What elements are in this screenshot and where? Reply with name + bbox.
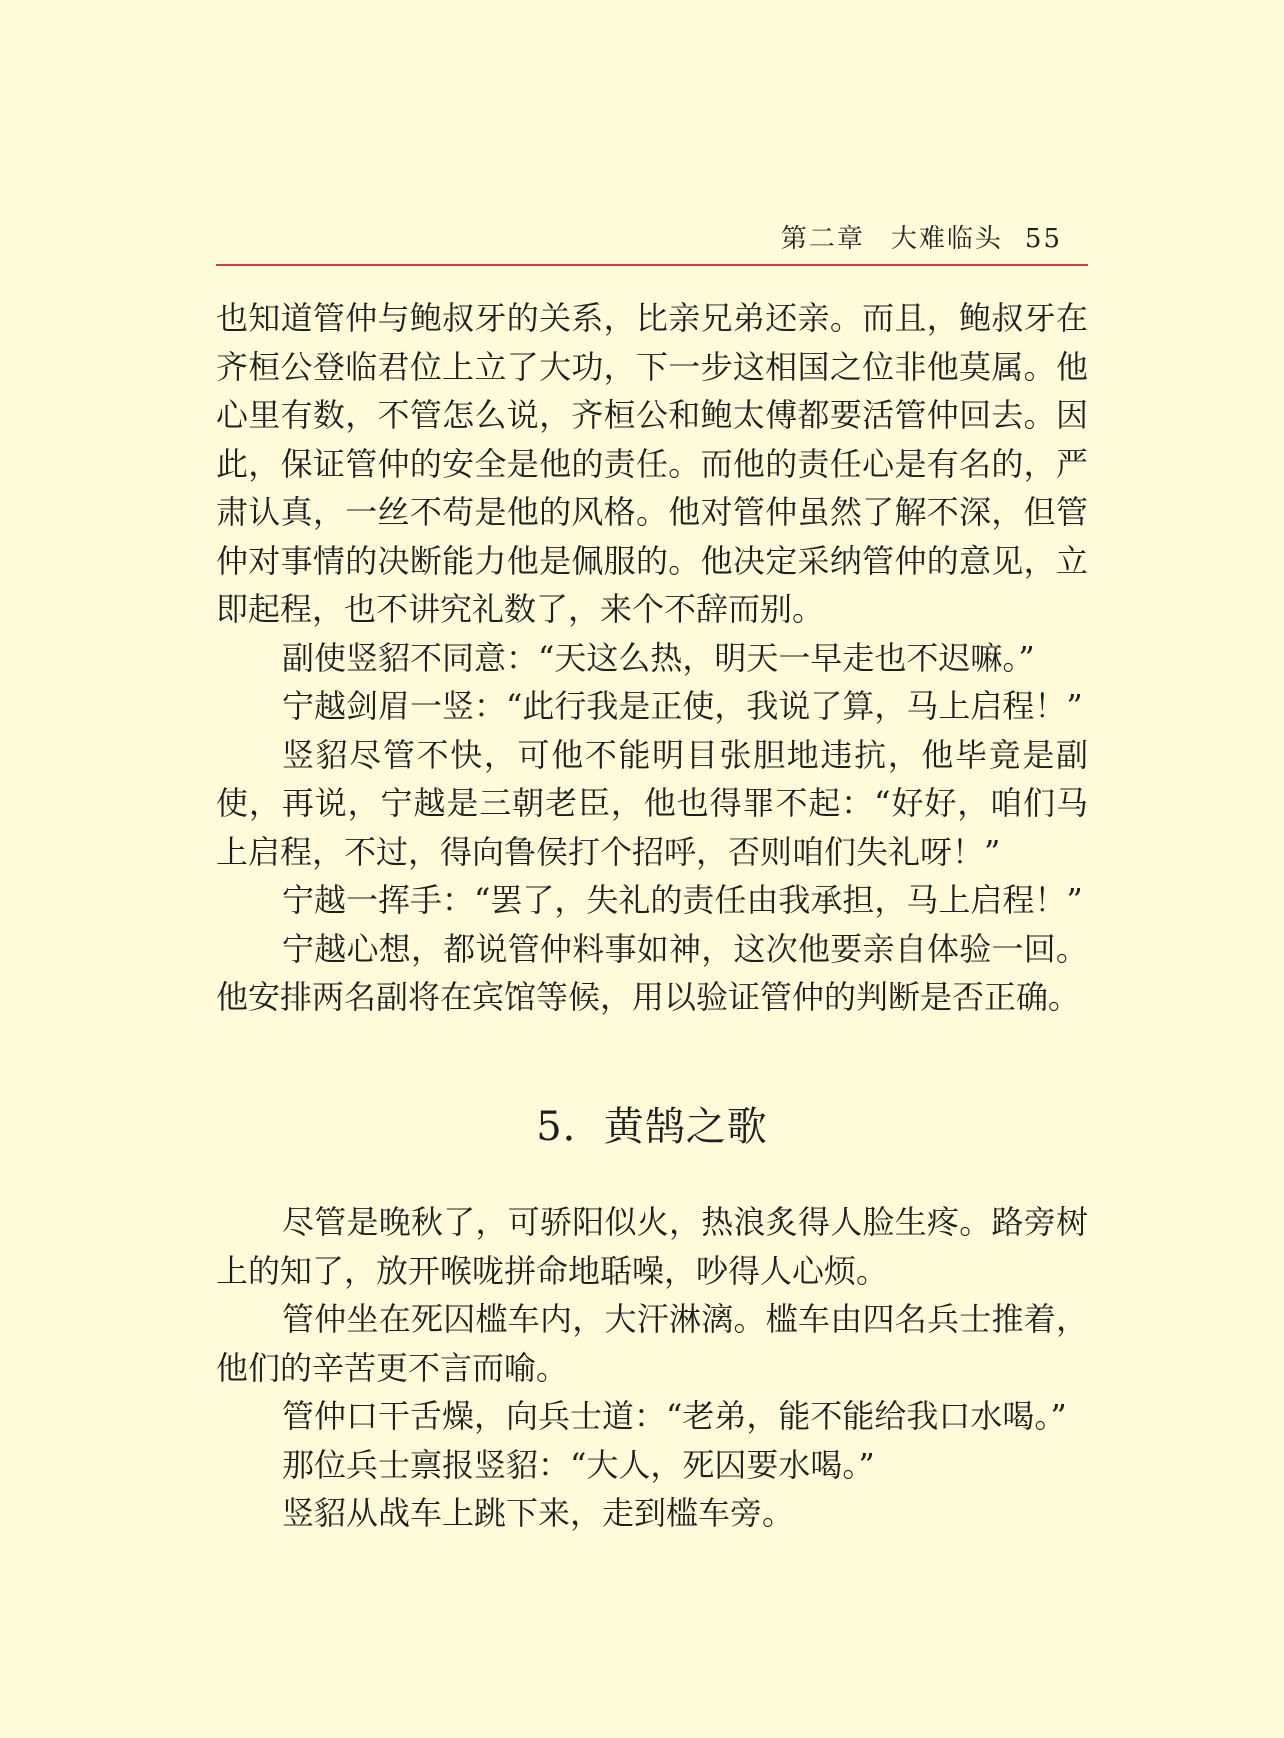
paragraph: 管仲口干舌燥，向兵士道：“老弟，能不能给我口水喝。” (282, 1397, 1067, 1435)
running-header (781, 218, 1062, 255)
page-number: 55 (1024, 224, 1062, 254)
book-page (216, 0, 1088, 1738)
paragraph: 也知道管仲与鲍叔牙的关系，比亲兄弟还亲。而且，鲍叔牙在齐桓公登临君位上立了大功，下一步这相国之位非他莫属。他心里有数，不管怎么说，齐桓公和鲍太傅都要活管仲回去。因此，保证管仲的安全是他的责任。而他的责任心是有名的，严肃认真，一丝不苟是他的风格。他对管仲虽然了解不深，但管仲对事情的决断能力他是佩服的。他决定采纳管仲的意见，立即起程，也不讲究礼数了，来个不辞而别。 (216, 299, 1088, 628)
paragraph: 宁越一挥手：“罢了，失礼的责任由我承担，马上启程！” (282, 881, 1083, 919)
paragraph: 竖貂尽管不快，可他不能明目张胆地违抗，他毕竟是副使，再说，宁越是三朝老臣，他也得罪不起：“好好，咱们马上启程，不过，得向鲁侯打个招呼，否则咱们失礼呀！” (216, 735, 1088, 871)
paragraph: 宁越心想，都说管仲料事如神，这次他要亲自体验一回。他安排两名副将在宾馆等候，用以验证管仲的判断是否正确。 (216, 929, 1088, 1016)
paragraph: 尽管是晚秋了，可骄阳似火，热浪炙得人脸生疼。路旁树上的知了，放开喉咙拼命地聒噪，吵得人心烦。 (216, 1203, 1088, 1290)
paragraph: 那位兵士禀报竖貂：“大人，死囚要水喝。” (282, 1445, 875, 1484)
paragraph: 管仲坐在死囚槛车内，大汗淋漓。槛车由四名兵士推着，他们的辛苦更不言而喻。 (216, 1300, 1088, 1387)
chapter-label: 第二章 (780, 224, 865, 254)
header-rule (216, 264, 1088, 266)
paragraph: 竖貂从战车上跳下来，走到槛车旁。 (282, 1494, 795, 1532)
chapter-title: 大难临头 (890, 224, 1003, 254)
body-text-section-1 (216, 294, 1088, 1022)
paragraph: 副使竖貂不同意：“天这么热，明天一早走也不迟嘛。” (282, 638, 1035, 677)
paragraph: 宁越剑眉一竖：“此行我是正使，我说了算，马上启程！” (282, 687, 1083, 725)
section-heading: 5．黄鹄之歌 (536, 1104, 768, 1150)
body-text-section-2 (216, 1198, 1088, 1538)
